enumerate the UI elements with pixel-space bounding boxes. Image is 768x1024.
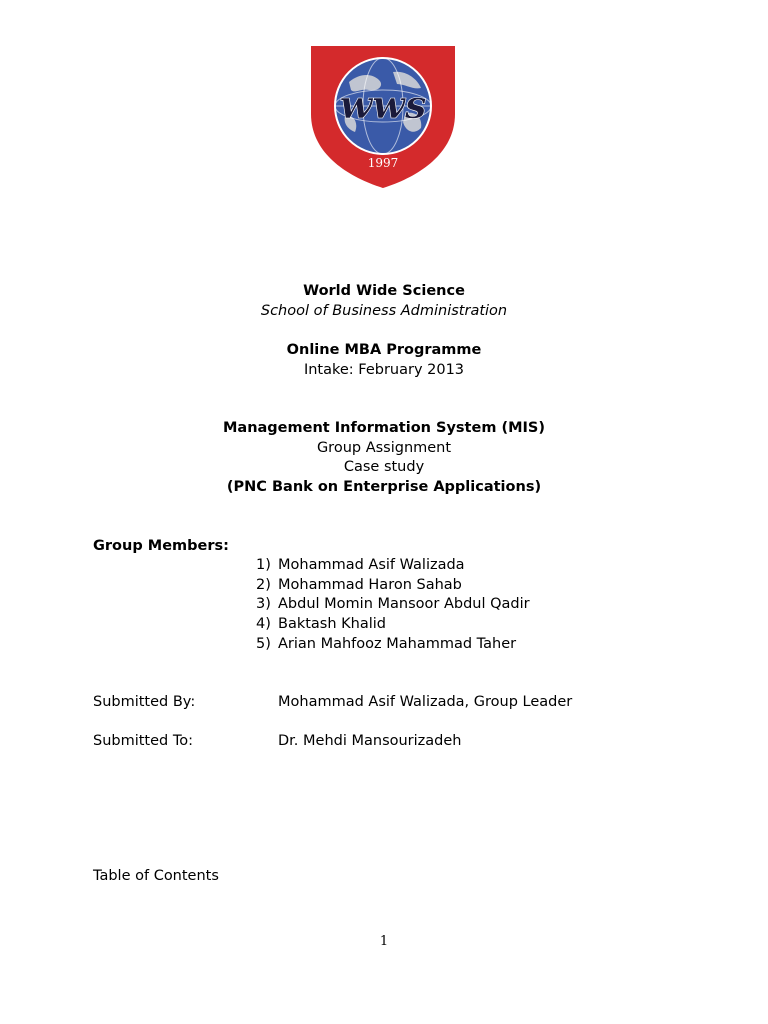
member-name: Mohammad Asif Walizada: [278, 557, 465, 573]
member-name: Baktash Khalid: [278, 616, 386, 632]
intake: Intake: February 2013: [303, 362, 465, 378]
list-item: [256, 595, 530, 613]
list-item: [256, 635, 516, 653]
assignment-topic: (PNC Bank on Enterprise Applications): [226, 479, 542, 495]
submitted-to-label: Submitted To:: [93, 733, 194, 749]
member-name: Mohammad Haron Sahab: [278, 577, 462, 593]
member-name: Arian Mahfooz Mahammad Taher: [278, 636, 517, 652]
institution-name: World Wide Science: [303, 283, 465, 299]
page-number: 1: [379, 934, 389, 949]
logo-year: 1997: [367, 156, 399, 170]
group-members-label: Group Members:: [93, 538, 229, 554]
logo-monogram: wws: [339, 82, 427, 127]
list-item: [256, 576, 462, 594]
member-number: 5): [256, 636, 271, 652]
submitted-by-label: Submitted By:: [93, 694, 196, 710]
list-item: [256, 615, 386, 633]
member-number: 3): [256, 596, 271, 612]
course-title: Management Information System (MIS): [222, 420, 546, 436]
list-item: [256, 556, 465, 574]
assignment-type: Group Assignment: [316, 440, 452, 456]
member-number: 1): [256, 557, 271, 573]
institution-logo: [309, 44, 457, 190]
member-number: 2): [256, 577, 271, 593]
school-name: School of Business Administration: [260, 303, 508, 319]
member-number: 4): [256, 616, 271, 632]
assignment-kind: Case study: [343, 459, 425, 475]
toc-title: Table of Contents: [93, 868, 219, 884]
member-name: Abdul Momin Mansoor Abdul Qadir: [278, 596, 530, 612]
submitted-to-value: Dr. Mehdi Mansourizadeh: [278, 733, 462, 749]
submitted-by-value: Mohammad Asif Walizada, Group Leader: [278, 694, 573, 710]
programme-name: Online MBA Programme: [286, 342, 482, 358]
